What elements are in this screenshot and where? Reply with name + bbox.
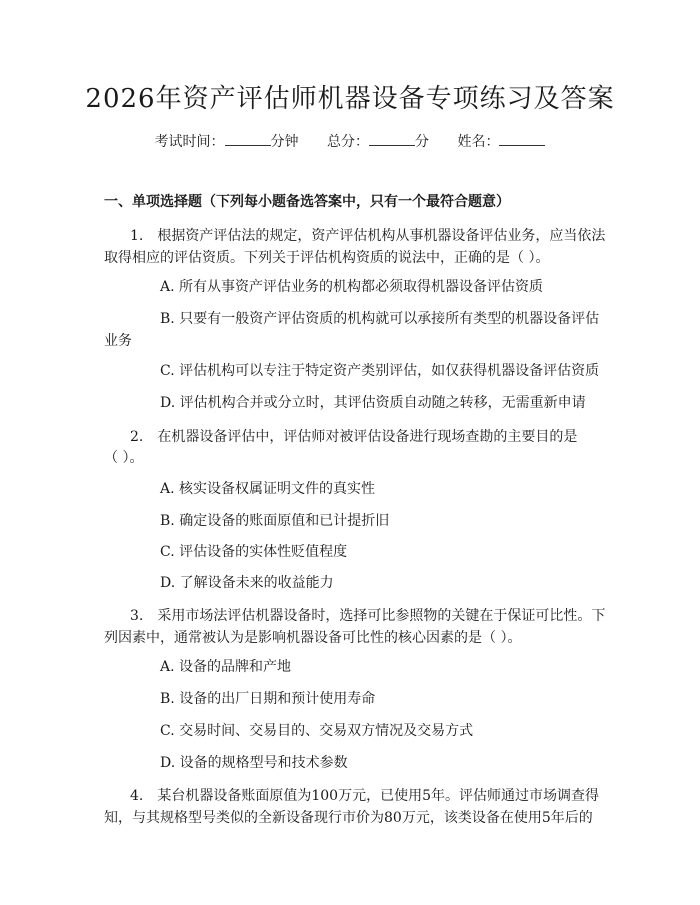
question-3-option-a: A. 设备的品牌和产地 — [160, 659, 292, 675]
question-3-option-b: B. 设备的出厂日期和预计使用寿命 — [160, 691, 376, 707]
question-4-line-2: 知，与其规格型号类似的全新设备现行市价为80万元，该类设备在使用5年后的 — [104, 810, 593, 826]
exam-time — [155, 134, 299, 150]
score-label: 总分： — [327, 134, 369, 150]
name-blank — [499, 133, 545, 146]
name-label: 姓名： — [457, 134, 500, 150]
time-blank — [225, 133, 271, 146]
section-title: 一、单项选择题（下列每小题备选答案中，只有一个最符合题意） — [104, 194, 510, 210]
question-3-line-2: 列因素中，通常被认为是影响机器设备可比性的核心因素的是（ ）。 — [104, 630, 522, 646]
question-3-line-1: 3. 采用市场法评估机器设备时，选择可比参照物的关键在于保证可比性。下 — [130, 608, 606, 624]
page-title: 2026年资产评估师机器设备专项练习及答案 — [85, 84, 615, 114]
question-1-option-b: B. 只要有一般资产评估资质的机构就可以承接所有类型的机器设备评估 — [160, 311, 600, 327]
question-3-option-c: C. 交易时间、交易目的、交易双方情况及交易方式 — [160, 723, 474, 739]
question-2-line-2: （ ）。 — [104, 450, 144, 466]
exam-meta — [0, 131, 700, 151]
question-1-line-1: 1. 根据资产评估法的规定，资产评估机构从事机器设备评估业务，应当依法 — [130, 228, 606, 244]
question-1-option-b-cont: 业务 — [104, 333, 132, 349]
score-unit: 分 — [415, 134, 429, 150]
question-2-option-b: B. 确定设备的账面原值和已计提折旧 — [160, 513, 390, 529]
question-1-option-d: D. 评估机构合并或分立时，其评估资质自动随之转移，无需重新申请 — [160, 395, 586, 411]
student-name — [457, 134, 545, 150]
question-2-option-d: D. 了解设备未来的收益能力 — [160, 575, 334, 591]
question-3-option-d: D. 设备的规格型号和技术参数 — [160, 755, 348, 771]
time-unit: 分钟 — [270, 134, 299, 150]
time-label: 考试时间： — [154, 134, 225, 150]
question-2-option-a: A. 核实设备权属证明文件的真实性 — [160, 481, 376, 497]
question-4-line-1: 4. 某台机器设备账面原值为100万元，已使用5年。评估师通过市场调查得 — [130, 788, 599, 804]
question-1-line-2: 取得相应的评估资质。下列关于评估机构资质的说法中，正确的是（ ）。 — [104, 250, 550, 266]
question-2-line-1: 2. 在机器设备评估中，评估师对被评估设备进行现场查勘的主要目的是 — [130, 429, 578, 445]
question-1-option-a: A. 所有从事资产评估业务的机构都必须取得机器设备评估资质 — [160, 279, 544, 295]
score-blank — [369, 133, 415, 146]
total-score — [327, 134, 429, 150]
question-1-option-c: C. 评估机构可以专注于特定资产类别评估，如仅获得机器设备评估资质 — [160, 363, 600, 379]
question-2-option-c: C. 评估设备的实体性贬值程度 — [160, 544, 348, 560]
